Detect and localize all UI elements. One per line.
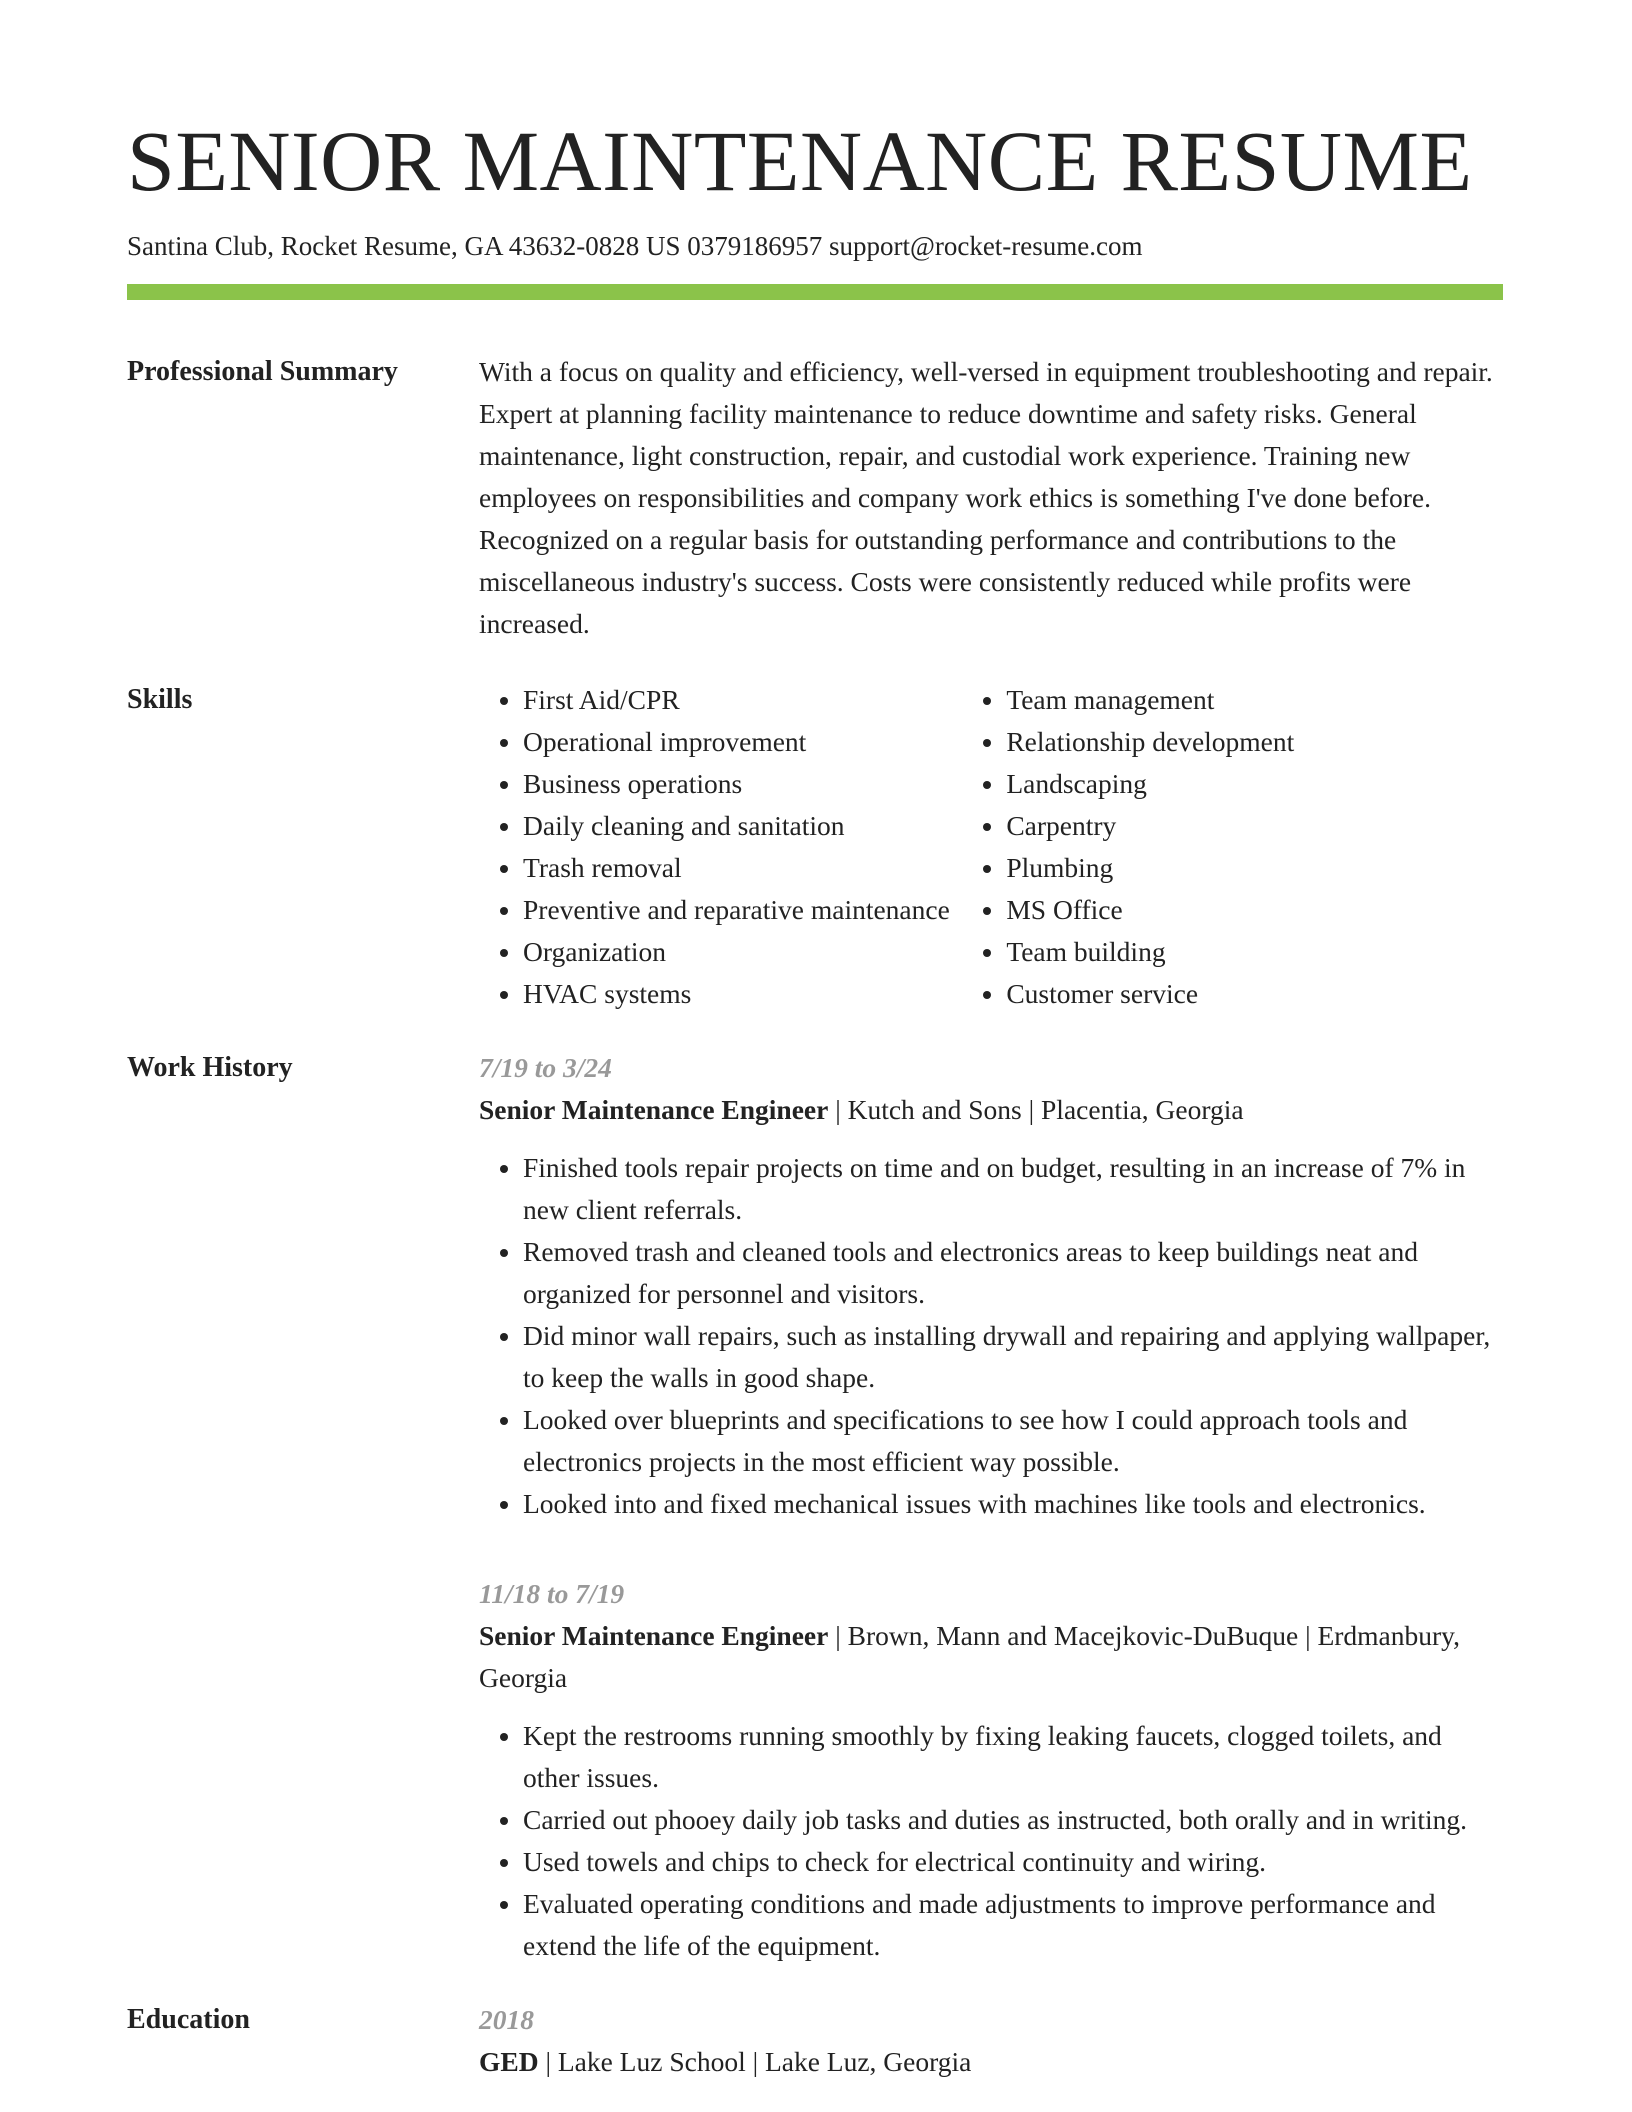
summary-text: With a focus on quality and efficiency, well-versed in equipment troubleshooting and repair. Expert at planning facility maintenance to reduce downtime and safety risks. General maintenance, light construction, repair, and custodial work experience. Training new employees on responsibilities and company work ethics is something I've done before. Recognized on a regular basis for outstanding performance and contributions to the miscellaneous industry's success. Costs were consistently reduced while profits were increased. (479, 356, 1493, 640)
accent-rule (127, 284, 1503, 300)
resume-page (127, 113, 1503, 2083)
job-entry (479, 1573, 1503, 1967)
job-employer-location: | Brown, Mann and Macejkovic-DuBuque | Erdmanbury, Georgia (479, 1620, 1460, 1694)
list-item: • Organization (523, 931, 962, 973)
list-item: • Finished tools repair projects on time and on budget, resulting in an increase of 7% in new client referrals. (523, 1147, 1503, 1231)
education-school-location: | Lake Luz School | Lake Luz, Georgia (538, 2046, 972, 2078)
job-employer-location: | Kutch and Sons | Placentia, Georgia (828, 1094, 1244, 1126)
skills-label: Skills (127, 684, 193, 716)
list-item: • Evaluated operating conditions and made adjustments to improve performance and extend the life of the equipment. (523, 1883, 1503, 1967)
job-heading (479, 1089, 1503, 1131)
skills-list-right (962, 679, 1503, 1015)
list-item: • Trash removal (523, 847, 962, 889)
list-item: • Preventive and reparative maintenance (523, 889, 962, 931)
summary-label: Professional Summary (127, 356, 398, 388)
list-item: • Plumbing (1006, 847, 1503, 889)
list-item: • Kept the restrooms running smoothly by fixing leaking faucets, clogged toilets, and other issues. (523, 1715, 1503, 1799)
job-bullets (479, 1147, 1503, 1525)
job-heading (479, 1615, 1503, 1699)
education-heading (479, 2041, 1503, 2083)
list-item: • Customer service (1006, 973, 1503, 1015)
list-item: • Daily cleaning and sanitation (523, 805, 962, 847)
job-title: Senior Maintenance Engineer (479, 1620, 829, 1652)
list-item: • Did minor wall repairs, such as installing drywall and repairing and applying wallpaper, to keep the walls in good shape. (523, 1315, 1503, 1399)
skills-list-left (479, 679, 962, 1015)
list-item: • Operational improvement (523, 721, 962, 763)
list-item: • Used towels and chips to check for electrical continuity and wiring. (523, 1841, 1503, 1883)
list-item: • First Aid/CPR (523, 679, 962, 721)
education-date: 2018 (479, 2004, 534, 2036)
list-item: • Looked into and fixed mechanical issues with machines like tools and electronics. (523, 1483, 1503, 1525)
list-item: • Looked over blueprints and specifications to see how I could approach tools and electronics projects in the most efficient way possible. (523, 1399, 1503, 1483)
job-entry (479, 1047, 1503, 1525)
education-degree: GED (479, 2046, 539, 2078)
list-item: • Carried out phooey daily job tasks and duties as instructed, both orally and in writing. (523, 1799, 1503, 1841)
list-item: • Relationship development (1006, 721, 1503, 763)
list-item: • Carpentry (1006, 805, 1503, 847)
job-title: Senior Maintenance Engineer (479, 1094, 829, 1126)
resume-title: SENIOR MAINTENANCE RESUME (127, 113, 1473, 209)
education-label: Education (127, 2004, 250, 2036)
list-item: • Landscaping (1006, 763, 1503, 805)
job-bullets (479, 1715, 1503, 1967)
job-dates: 7/19 to 3/24 (479, 1052, 612, 1084)
list-item: • Removed trash and cleaned tools and electronics areas to keep buildings neat and organized for personnel and visitors. (523, 1231, 1503, 1315)
job-dates: 11/18 to 7/19 (479, 1578, 625, 1610)
list-item: • MS Office (1006, 889, 1503, 931)
list-item: • HVAC systems (523, 973, 962, 1015)
summary-section (127, 351, 1503, 645)
education-section (127, 1999, 1503, 2083)
work-history-label: Work History (127, 1052, 293, 1084)
list-item: • Team management (1006, 679, 1503, 721)
work-history-section (127, 1047, 1503, 1967)
skills-section (127, 679, 1503, 1015)
list-item: • Business operations (523, 763, 962, 805)
list-item: • Team building (1006, 931, 1503, 973)
contact-line: Santina Club, Rocket Resume, GA 43632-0828 US 0379186957 support@rocket-resume.com (127, 231, 1143, 261)
